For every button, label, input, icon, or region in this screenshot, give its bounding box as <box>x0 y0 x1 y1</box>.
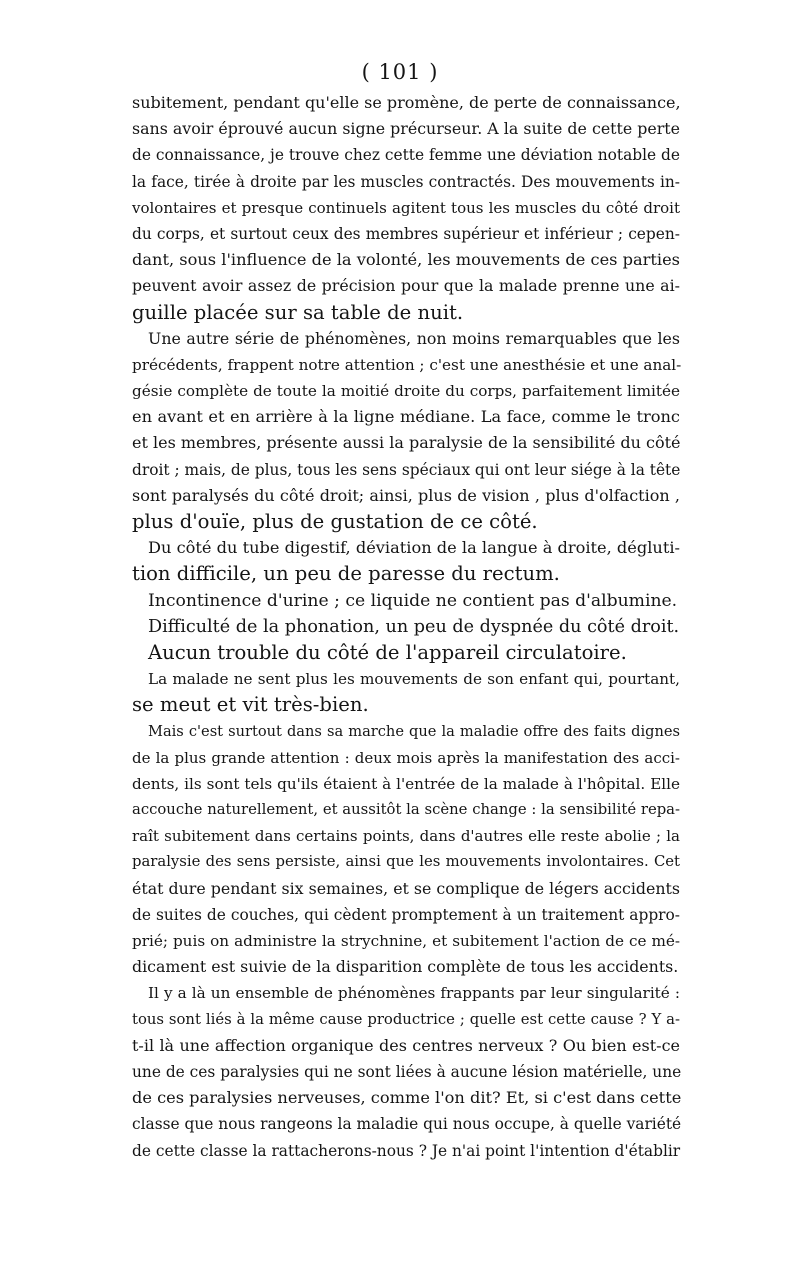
text-line: sans avoir éprouvé aucun signe précurseur. A la suite de cette perte <box>132 119 680 139</box>
text-line: dicament est suivie de la disparition complète de tous les accidents. <box>132 957 679 977</box>
text-line: La malade ne sent plus les mouvements de son enfant qui, pourtant, <box>148 670 680 689</box>
text-line: peuvent avoir assez de précision pour que la malade prenne une ai- <box>132 276 680 296</box>
text-line: sont paralysés du côté droit; ainsi, plus de vision , plus d'olfaction , <box>132 485 680 505</box>
text-line: Incontinence d'urine ; ce liquide ne contient pas d'albumine. <box>148 590 678 611</box>
text-line: une de ces paralysies qui ne sont liées à aucune lésion matérielle, une <box>132 1062 682 1081</box>
text-line: et les membres, présente aussi la paralysie de la sensibilité du côté <box>132 433 681 453</box>
text-line: Du côté du tube digestif, déviation de la langue à droite, dégluti- <box>148 538 680 558</box>
text-line: la face, tirée à droite par les muscles contractés. Des mouvements in- <box>132 172 680 191</box>
text-line: de connaissance, je trouve chez cette femme une déviation notable de <box>132 146 681 165</box>
text-line: du corps, et surtout ceux des membres supérieur et inférieur ; cepen- <box>132 224 680 243</box>
text-line: raît subitement dans certains points, dans d'autres elle reste abolie ; la <box>132 827 680 846</box>
text-line: état dure pendant six semaines, et se complique de légers accidents <box>132 878 680 898</box>
text-line: paralysie des sens persiste, ainsi que les mouvements involontaires. Cet <box>132 853 680 871</box>
text-line: volontaires et presque continuels agitent tous les muscles du côté droit <box>132 198 680 217</box>
text-line: subitement, pendant qu'elle se promène, de perte de connaissance, <box>132 93 681 112</box>
text-line: gésie complète de toute la moitié droite du corps, parfaitement limitée <box>132 382 680 401</box>
page-number: ( 101 ) <box>361 60 439 84</box>
body-text <box>132 90 680 1164</box>
text-line: plus d'ouïe, plus de gustation de ce côté. <box>132 510 538 533</box>
text-line: guille placée sur sa table de nuit. <box>132 300 464 324</box>
text-line: t-il là une affection organique des centres nerveux ? Ou bien est-ce <box>132 1035 680 1055</box>
text-line: se meut et vit très-bien. <box>132 693 369 717</box>
text-line: Aucun trouble du côté de l'appareil circulatoire. <box>148 640 627 664</box>
text-line: dents, ils sont tels qu'ils étaient à l'entrée de la malade à l'hôpital. Elle <box>132 774 680 793</box>
text-line: dant, sous l'influence de la volonté, les mouvements de ces parties <box>132 250 680 270</box>
text-line: précédents, frappent notre attention ; c'est une anesthésie et une anal- <box>132 355 682 374</box>
text-line: droit ; mais, de plus, tous les sens spéciaux qui ont leur siége à la tête <box>132 460 681 479</box>
text-line: de cette classe la rattacherons-nous ? Je n'ai point l'intention d'établir <box>132 1141 681 1160</box>
text-line: en avant et en arrière à la ligne médiane. La face, comme le tronc <box>132 407 680 427</box>
text-line: Une autre série de phénomènes, non moins remarquables que les <box>148 328 680 348</box>
text-line: Il y a là un ensemble de phénomènes frappants par leur singularité : <box>148 984 680 1003</box>
text-line: classe que nous rangeons la maladie qui nous occupe, à quelle variété <box>132 1115 682 1134</box>
text-line: tion difficile, un peu de paresse du rectum. <box>132 562 560 586</box>
text-line: tous sont liés à la même cause productrice ; quelle est cette cause ? Y a- <box>132 1010 680 1028</box>
text-line: de suites de couches, qui cèdent promptement à un traitement appro- <box>132 905 680 924</box>
text-line: accouche naturellement, et aussitôt la scène change : la sensibilité repa- <box>132 801 680 819</box>
text-line: Difficulté de la phonation, un peu de dyspnée du côté droit. <box>148 616 680 637</box>
text-line: Mais c'est surtout dans sa marche que la maladie offre des faits dignes <box>148 722 680 740</box>
text-line: de la plus grande attention : deux mois après la manifestation des acci- <box>132 748 680 767</box>
text-line: prié; puis on administre la strychnine, et subitement l'action de ce mé- <box>132 932 680 950</box>
text-line: de ces paralysies nerveuses, comme l'on dit? Et, si c'est dans cette <box>132 1088 682 1108</box>
